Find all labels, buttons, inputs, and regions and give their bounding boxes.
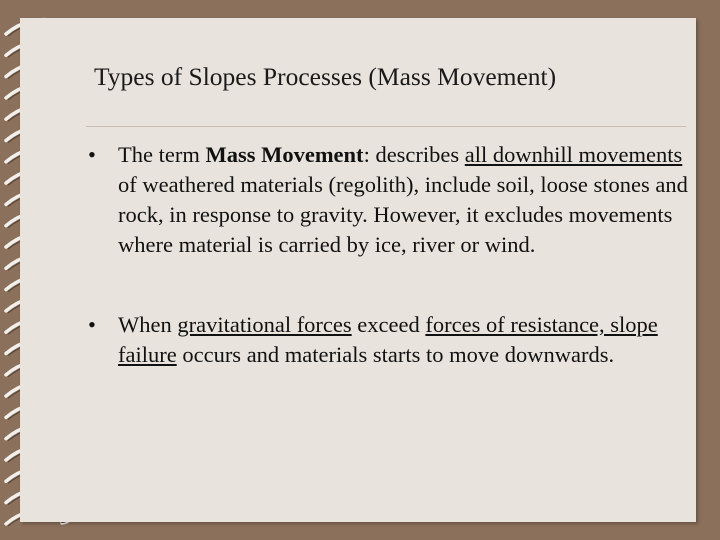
text-segment: When (118, 312, 178, 337)
text-segment: occurs and materials starts to move downwards. (176, 342, 615, 367)
slide-title: Types of Slopes Processes (Mass Movement) (94, 62, 557, 91)
title-divider (86, 126, 686, 127)
bullet-text (118, 142, 688, 257)
bullet-item-slope-failure (88, 310, 688, 370)
text-segment: : describes (363, 142, 465, 167)
bullet-item-mass-movement (88, 140, 688, 260)
text-segment: of weathered materials (regolith), include soil, loose stones and rock, in response to gravity. However, it excludes movements where material is carried by ice, river or wind. (118, 172, 688, 257)
text-segment: exceed (351, 312, 426, 337)
bullet-text (118, 312, 658, 367)
bullet-list (88, 140, 688, 370)
underlined-phrase: all downhill movements (464, 142, 683, 167)
bullet-marker: • (88, 312, 96, 337)
text-segment: The term (118, 142, 206, 167)
underlined-phrase: gravitational forces (177, 312, 352, 337)
underlined-phrase: forces of resistance, slope failure (118, 312, 658, 367)
bullet-marker: • (88, 142, 96, 167)
bold-term: Mass Movement (205, 142, 364, 167)
